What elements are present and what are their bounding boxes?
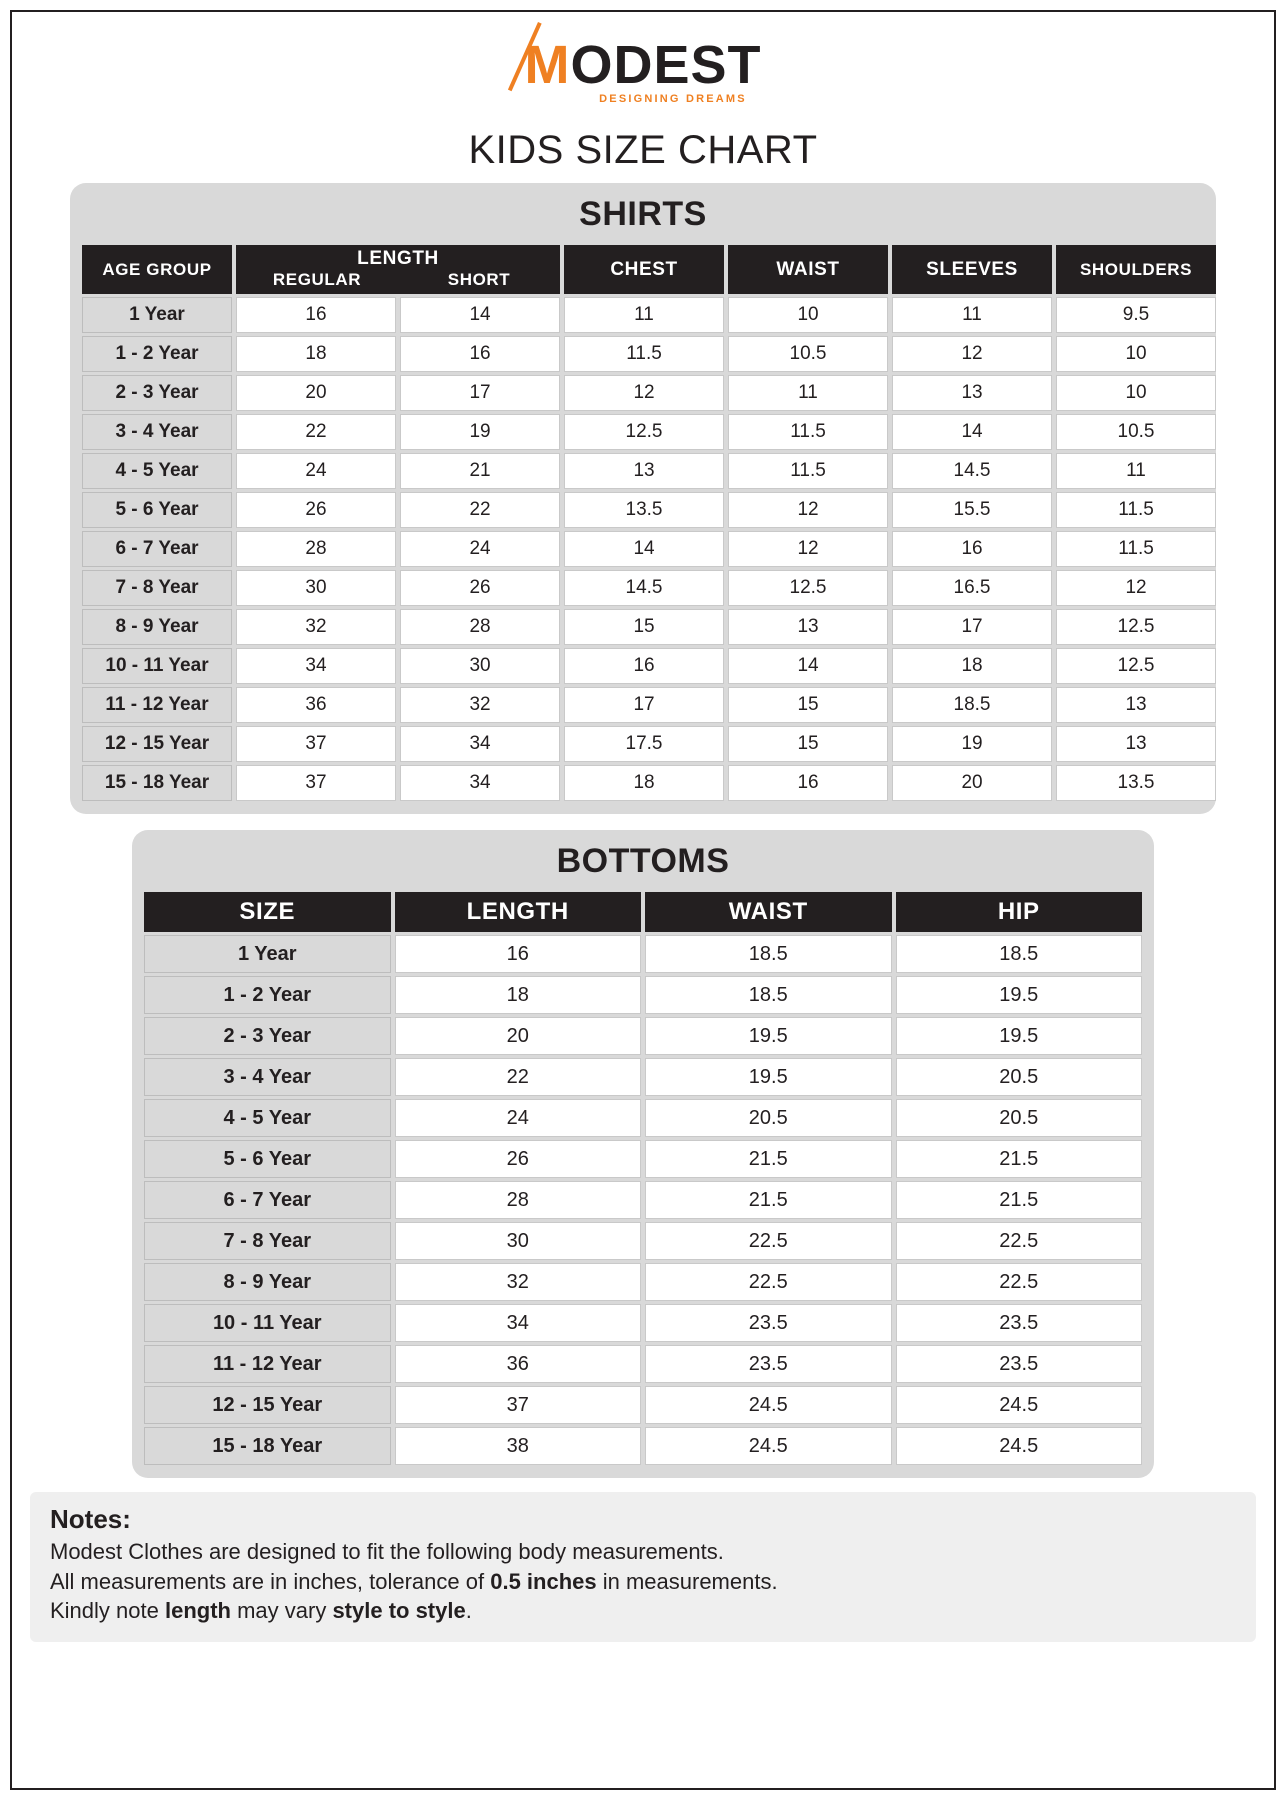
bottoms-row-size: 15 - 18 Year xyxy=(144,1427,391,1465)
bottoms-title: BOTTOMS xyxy=(556,842,730,880)
shirts-row-age: 2 - 3 Year xyxy=(82,375,232,411)
bottoms-row-size: 6 - 7 Year xyxy=(144,1181,391,1219)
bottoms-row-size: 1 Year xyxy=(144,935,391,973)
bottoms-row-size: 1 - 2 Year xyxy=(144,976,391,1014)
shirts-row-waist: 12 xyxy=(728,492,888,528)
bottoms-row-hip: 22.5 xyxy=(896,1222,1143,1260)
shirts-row-chest: 16 xyxy=(564,648,724,684)
shirts-row-regular: 26 xyxy=(236,492,396,528)
shirts-row-age: 5 - 6 Year xyxy=(82,492,232,528)
shirts-row-shoulders: 12 xyxy=(1056,570,1216,606)
shirts-row-sleeves: 13 xyxy=(892,375,1052,411)
shirts-row-age: 6 - 7 Year xyxy=(82,531,232,567)
shirts-row-age: 12 - 15 Year xyxy=(82,726,232,762)
bottoms-row-hip: 19.5 xyxy=(896,976,1143,1014)
table-row xyxy=(144,1386,1142,1424)
bottoms-row-waist: 24.5 xyxy=(645,1427,892,1465)
shirts-row-waist: 14 xyxy=(728,648,888,684)
bottoms-row-waist: 19.5 xyxy=(645,1058,892,1096)
shirts-row-waist: 16 xyxy=(728,765,888,801)
shirts-header-age-group: AGE GROUP xyxy=(82,245,232,294)
table-row xyxy=(144,1222,1142,1260)
shirts-row-waist: 11.5 xyxy=(728,453,888,489)
bottoms-row-waist: 23.5 xyxy=(645,1304,892,1342)
shirts-section xyxy=(70,183,1216,814)
shirts-row-chest: 13.5 xyxy=(564,492,724,528)
table-row xyxy=(144,1017,1142,1055)
shirts-row-regular: 37 xyxy=(236,765,396,801)
bottoms-row-size: 11 - 12 Year xyxy=(144,1345,391,1383)
brand-tagline: DESIGNING DREAMS xyxy=(599,93,747,105)
shirts-row-chest: 11.5 xyxy=(564,336,724,372)
table-row xyxy=(144,1140,1142,1178)
shirts-row-waist: 12 xyxy=(728,531,888,567)
shirts-header-chest: CHEST xyxy=(564,245,724,294)
bottoms-header-length: LENGTH xyxy=(395,892,642,932)
shirts-row-chest: 17.5 xyxy=(564,726,724,762)
bottoms-row-length: 34 xyxy=(395,1304,642,1342)
bottoms-row-hip: 24.5 xyxy=(896,1386,1143,1424)
shirts-row-short: 22 xyxy=(400,492,560,528)
shirts-row-chest: 14 xyxy=(564,531,724,567)
shirts-row-short: 21 xyxy=(400,453,560,489)
table-row xyxy=(82,492,1216,528)
bottoms-row-hip: 24.5 xyxy=(896,1427,1143,1465)
shirts-row-age: 4 - 5 Year xyxy=(82,453,232,489)
bottoms-header-hip: HIP xyxy=(896,892,1143,932)
shirts-row-sleeves: 16.5 xyxy=(892,570,1052,606)
shirts-row-sleeves: 16 xyxy=(892,531,1052,567)
shirts-row-sleeves: 14 xyxy=(892,414,1052,450)
notes-line-1: Modest Clothes are designed to fit the following body measurements. xyxy=(50,1539,724,1564)
shirts-row-sleeves: 14.5 xyxy=(892,453,1052,489)
notes-line-3-post: . xyxy=(465,1598,472,1624)
notes-line-3-bold-length: length xyxy=(164,1598,231,1624)
shirts-row-waist: 15 xyxy=(728,726,888,762)
bottoms-row-size: 2 - 3 Year xyxy=(144,1017,391,1055)
shirts-row-short: 34 xyxy=(400,765,560,801)
shirts-row-shoulders: 13 xyxy=(1056,726,1216,762)
shirts-row-chest: 14.5 xyxy=(564,570,724,606)
shirts-row-short: 19 xyxy=(400,414,560,450)
shirts-row-age: 3 - 4 Year xyxy=(82,414,232,450)
bottoms-row-length: 16 xyxy=(395,935,642,973)
shirts-row-sleeves: 17 xyxy=(892,609,1052,645)
shirts-row-regular: 20 xyxy=(236,375,396,411)
bottoms-row-length: 38 xyxy=(395,1427,642,1465)
shirts-row-shoulders: 11.5 xyxy=(1056,492,1216,528)
shirts-row-regular: 34 xyxy=(236,648,396,684)
shirts-row-short: 17 xyxy=(400,375,560,411)
shirts-header-length: LENGTH xyxy=(357,248,439,269)
page-title: KIDS SIZE CHART xyxy=(468,128,818,172)
bottoms-row-waist: 18.5 xyxy=(645,935,892,973)
shirts-title: SHIRTS xyxy=(579,195,707,233)
shirts-row-waist: 10 xyxy=(728,297,888,333)
shirts-row-regular: 22 xyxy=(236,414,396,450)
bottoms-row-waist: 22.5 xyxy=(645,1263,892,1301)
bottoms-row-waist: 21.5 xyxy=(645,1181,892,1219)
table-row xyxy=(144,935,1142,973)
shirts-row-shoulders: 11.5 xyxy=(1056,531,1216,567)
bottoms-row-length: 20 xyxy=(395,1017,642,1055)
bottoms-row-hip: 23.5 xyxy=(896,1304,1143,1342)
bottoms-row-hip: 21.5 xyxy=(896,1140,1143,1178)
bottoms-row-length: 24 xyxy=(395,1099,642,1137)
shirts-row-short: 24 xyxy=(400,531,560,567)
bottoms-row-length: 22 xyxy=(395,1058,642,1096)
notes-line-3-mid: may vary xyxy=(230,1598,333,1624)
shirts-row-age: 1 - 2 Year xyxy=(82,336,232,372)
shirts-row-sleeves: 15.5 xyxy=(892,492,1052,528)
bottoms-header-row xyxy=(144,892,1142,932)
bottoms-row-length: 37 xyxy=(395,1386,642,1424)
bottoms-row-size: 7 - 8 Year xyxy=(144,1222,391,1260)
shirts-row-shoulders: 9.5 xyxy=(1056,297,1216,333)
bottoms-row-waist: 21.5 xyxy=(645,1140,892,1178)
notes-line-2-post: in measurements. xyxy=(596,1568,778,1594)
table-row xyxy=(82,726,1216,762)
shirts-row-waist: 10.5 xyxy=(728,336,888,372)
shirts-row-chest: 12 xyxy=(564,375,724,411)
shirts-row-regular: 37 xyxy=(236,726,396,762)
shirts-row-sleeves: 18 xyxy=(892,648,1052,684)
shirts-row-shoulders: 10 xyxy=(1056,336,1216,372)
bottoms-row-length: 30 xyxy=(395,1222,642,1260)
table-row xyxy=(144,1058,1142,1096)
bottoms-table xyxy=(140,889,1146,1468)
shirts-row-waist: 11.5 xyxy=(728,414,888,450)
notes-title: Notes: xyxy=(50,1504,131,1534)
shirts-row-short: 32 xyxy=(400,687,560,723)
shirts-row-chest: 17 xyxy=(564,687,724,723)
table-row xyxy=(82,336,1216,372)
bottoms-row-waist: 19.5 xyxy=(645,1017,892,1055)
shirts-header-shoulders: SHOULDERS xyxy=(1056,245,1216,294)
shirts-panel xyxy=(70,183,1216,814)
bottoms-row-hip: 20.5 xyxy=(896,1099,1143,1137)
shirts-row-shoulders: 12.5 xyxy=(1056,609,1216,645)
shirts-header-waist: WAIST xyxy=(728,245,888,294)
bottoms-header-size: SIZE xyxy=(144,892,391,932)
size-chart-page xyxy=(10,10,1276,1790)
shirts-row-age: 7 - 8 Year xyxy=(82,570,232,606)
shirts-row-short: 14 xyxy=(400,297,560,333)
table-row xyxy=(82,453,1216,489)
table-row xyxy=(82,297,1216,333)
shirts-row-chest: 13 xyxy=(564,453,724,489)
shirts-row-shoulders: 13.5 xyxy=(1056,765,1216,801)
table-row xyxy=(82,609,1216,645)
table-row xyxy=(144,1345,1142,1383)
shirts-row-regular: 16 xyxy=(236,297,396,333)
shirts-header-length-group xyxy=(236,245,560,294)
shirts-row-age: 11 - 12 Year xyxy=(82,687,232,723)
bottoms-row-size: 10 - 11 Year xyxy=(144,1304,391,1342)
shirts-row-regular: 28 xyxy=(236,531,396,567)
shirts-row-short: 28 xyxy=(400,609,560,645)
bottoms-row-waist: 20.5 xyxy=(645,1099,892,1137)
bottoms-row-size: 4 - 5 Year xyxy=(144,1099,391,1137)
shirts-row-chest: 15 xyxy=(564,609,724,645)
table-row xyxy=(144,1181,1142,1219)
shirts-row-chest: 18 xyxy=(564,765,724,801)
shirts-row-short: 34 xyxy=(400,726,560,762)
shirts-row-chest: 11 xyxy=(564,297,724,333)
bottoms-row-hip: 20.5 xyxy=(896,1058,1143,1096)
shirts-row-age: 1 Year xyxy=(82,297,232,333)
shirts-row-waist: 12.5 xyxy=(728,570,888,606)
table-row xyxy=(82,414,1216,450)
shirts-row-waist: 11 xyxy=(728,375,888,411)
shirts-header-row xyxy=(82,245,1216,294)
shirts-row-sleeves: 20 xyxy=(892,765,1052,801)
brand-initial: M xyxy=(524,35,571,95)
shirts-row-sleeves: 11 xyxy=(892,297,1052,333)
bottoms-row-hip: 19.5 xyxy=(896,1017,1143,1055)
table-row xyxy=(144,976,1142,1014)
shirts-row-age: 8 - 9 Year xyxy=(82,609,232,645)
table-row xyxy=(82,687,1216,723)
table-row xyxy=(82,648,1216,684)
bottoms-row-size: 8 - 9 Year xyxy=(144,1263,391,1301)
shirts-row-short: 16 xyxy=(400,336,560,372)
table-row xyxy=(144,1263,1142,1301)
shirts-row-regular: 24 xyxy=(236,453,396,489)
brand-header xyxy=(12,35,1274,122)
shirts-row-short: 30 xyxy=(400,648,560,684)
shirts-table xyxy=(78,242,1220,804)
shirts-row-shoulders: 11 xyxy=(1056,453,1216,489)
shirts-row-sleeves: 12 xyxy=(892,336,1052,372)
bottoms-section xyxy=(132,830,1154,1478)
brand-name-rest: ODEST xyxy=(570,35,762,95)
shirts-row-regular: 32 xyxy=(236,609,396,645)
shirts-row-short: 26 xyxy=(400,570,560,606)
bottoms-row-waist: 24.5 xyxy=(645,1386,892,1424)
bottoms-row-size: 3 - 4 Year xyxy=(144,1058,391,1096)
bottoms-row-hip: 23.5 xyxy=(896,1345,1143,1383)
notes-line-2 xyxy=(50,1567,1236,1597)
shirts-row-regular: 30 xyxy=(236,570,396,606)
table-row xyxy=(82,375,1216,411)
bottoms-header-waist: WAIST xyxy=(645,892,892,932)
table-row xyxy=(144,1304,1142,1342)
shirts-row-regular: 18 xyxy=(236,336,396,372)
table-row xyxy=(144,1427,1142,1465)
shirts-header-length-regular: REGULAR xyxy=(272,270,362,289)
bottoms-panel xyxy=(132,830,1154,1478)
bottoms-row-waist: 23.5 xyxy=(645,1345,892,1383)
notes-line-3-bold-style: style to style xyxy=(332,1598,466,1624)
shirts-row-shoulders: 10.5 xyxy=(1056,414,1216,450)
shirts-header-sleeves: SLEEVES xyxy=(892,245,1052,294)
table-row xyxy=(82,765,1216,801)
shirts-row-regular: 36 xyxy=(236,687,396,723)
bottoms-row-length: 18 xyxy=(395,976,642,1014)
bottoms-row-hip: 22.5 xyxy=(896,1263,1143,1301)
bottoms-row-length: 28 xyxy=(395,1181,642,1219)
bottoms-row-hip: 18.5 xyxy=(896,935,1143,973)
table-row xyxy=(82,570,1216,606)
table-row xyxy=(144,1099,1142,1137)
shirts-row-sleeves: 18.5 xyxy=(892,687,1052,723)
notes-section xyxy=(30,1492,1256,1642)
bottoms-row-waist: 22.5 xyxy=(645,1222,892,1260)
shirts-row-shoulders: 10 xyxy=(1056,375,1216,411)
bottoms-row-length: 26 xyxy=(395,1140,642,1178)
shirts-row-sleeves: 19 xyxy=(892,726,1052,762)
table-row xyxy=(82,531,1216,567)
notes-line-2-bold: 0.5 inches xyxy=(490,1568,597,1594)
shirts-header-length-short: SHORT xyxy=(447,270,511,289)
shirts-row-shoulders: 13 xyxy=(1056,687,1216,723)
bottoms-row-waist: 18.5 xyxy=(645,976,892,1014)
bottoms-row-size: 5 - 6 Year xyxy=(144,1140,391,1178)
shirts-row-shoulders: 12.5 xyxy=(1056,648,1216,684)
notes-line-2-pre: All measurements are in inches, tolerance of xyxy=(50,1568,491,1594)
bottoms-row-length: 32 xyxy=(395,1263,642,1301)
bottoms-row-length: 36 xyxy=(395,1345,642,1383)
notes-line-3-pre: Kindly note xyxy=(50,1598,165,1624)
bottoms-row-size: 12 - 15 Year xyxy=(144,1386,391,1424)
shirts-row-age: 10 - 11 Year xyxy=(82,648,232,684)
brand-wordmark xyxy=(524,35,762,105)
shirts-row-chest: 12.5 xyxy=(564,414,724,450)
shirts-row-waist: 15 xyxy=(728,687,888,723)
shirts-row-age: 15 - 18 Year xyxy=(82,765,232,801)
notes-line-3 xyxy=(50,1596,1236,1626)
shirts-row-waist: 13 xyxy=(728,609,888,645)
bottoms-row-hip: 21.5 xyxy=(896,1181,1143,1219)
